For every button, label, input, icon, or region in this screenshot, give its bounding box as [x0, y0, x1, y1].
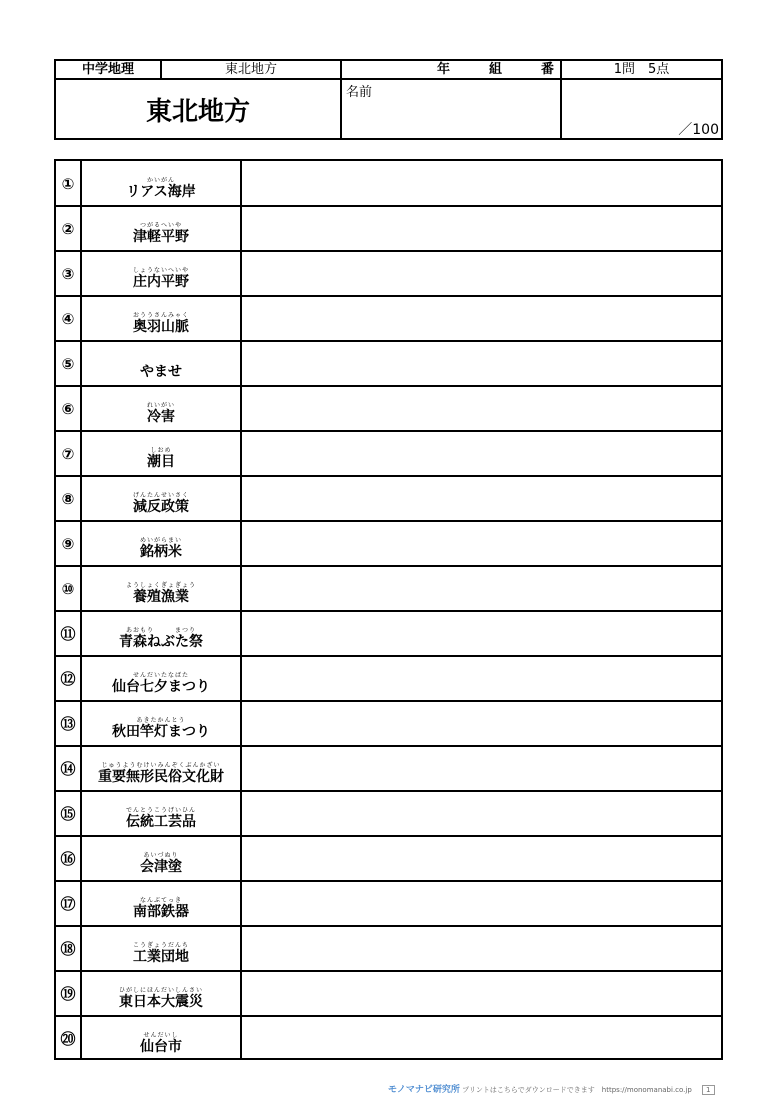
furigana: れいがい	[146, 402, 175, 409]
answer-field[interactable]	[242, 701, 721, 746]
question-number: ⑱	[60, 940, 76, 958]
question-row	[56, 386, 721, 431]
question-row	[56, 836, 721, 881]
term-cell	[82, 611, 240, 656]
question-row	[56, 926, 721, 971]
term-word: 青森ねぶた祭	[119, 634, 203, 650]
term-word: 津軽平野	[133, 229, 189, 245]
term-word: 仙台七夕まつり	[112, 679, 210, 695]
question-number: ⑩	[61, 579, 75, 598]
question-row	[56, 656, 721, 701]
term-word: リアス海岸	[126, 184, 196, 200]
term-cell	[82, 341, 240, 386]
answer-field[interactable]	[242, 1016, 721, 1061]
question-number: ⑥	[61, 399, 75, 418]
term-word: 冷害	[147, 409, 175, 425]
furigana: つがるへいや	[139, 222, 182, 229]
term-word: 東日本大震災	[119, 994, 203, 1010]
furigana: あきたかんとう	[136, 717, 186, 724]
answer-field[interactable]	[242, 296, 721, 341]
answer-field[interactable]	[242, 611, 721, 656]
question-number: ⑦	[61, 444, 75, 463]
question-number: ④	[61, 309, 75, 328]
question-row	[56, 881, 721, 926]
question-number: ⑧	[61, 489, 75, 508]
question-row	[56, 701, 721, 746]
answer-field[interactable]	[242, 161, 721, 206]
question-row	[56, 971, 721, 1016]
question-number: ①	[61, 174, 75, 193]
question-number: ③	[61, 264, 75, 283]
question-number: ⑮	[60, 805, 76, 823]
footer-note: プリントはこちらでダウンロードできます https://monomanabi.co.jp	[462, 1086, 692, 1094]
unit-label: 東北地方	[224, 62, 277, 77]
term-word: 重要無形民俗文化財	[98, 769, 224, 785]
furigana: かいがん	[146, 177, 175, 184]
term-cell	[82, 161, 240, 206]
term-word: 銘柄米	[140, 544, 182, 560]
question-number: ⑭	[60, 760, 76, 778]
furigana: せんだいし	[143, 1032, 179, 1039]
question-row	[56, 431, 721, 476]
question-row	[56, 566, 721, 611]
question-row	[56, 791, 721, 836]
term-cell	[82, 926, 240, 971]
term-cell	[82, 521, 240, 566]
question-number: ⑫	[60, 670, 76, 688]
furigana: あおもり まつり	[125, 627, 196, 634]
worksheet-header	[54, 59, 723, 140]
question-number: ②	[61, 219, 75, 238]
page-title: 東北地方	[145, 96, 250, 127]
furigana: なんぶてっき	[139, 897, 182, 904]
question-number: ⑪	[60, 625, 76, 643]
furigana: でんとうこうげいひん	[125, 807, 196, 814]
answer-field[interactable]	[242, 881, 721, 926]
term-cell	[82, 701, 240, 746]
answer-field[interactable]	[242, 431, 721, 476]
term-cell	[82, 386, 240, 431]
question-row	[56, 611, 721, 656]
term-word: やませ	[140, 364, 182, 380]
question-number: ⑨	[61, 534, 75, 553]
page-number: 1	[702, 1085, 714, 1095]
name-label: 名前	[346, 85, 373, 100]
subject-label: 中学地理	[81, 62, 134, 77]
answer-field[interactable]	[242, 206, 721, 251]
question-row	[56, 476, 721, 521]
term-cell	[82, 251, 240, 296]
question-row	[56, 296, 721, 341]
answer-field[interactable]	[242, 656, 721, 701]
term-word: 庄内平野	[133, 274, 189, 290]
furigana: ひがしにほんだいしんさい	[118, 987, 203, 994]
scoring-rule: 1問 5点	[613, 62, 670, 77]
score-total: ／100	[678, 122, 719, 138]
furigana: しょうないへいや	[132, 267, 189, 274]
term-cell	[82, 431, 240, 476]
question-row	[56, 251, 721, 296]
furigana: こうぎょうだんち	[132, 942, 189, 949]
term-word: 養殖漁業	[133, 589, 189, 605]
term-cell	[82, 971, 240, 1016]
term-cell	[82, 476, 240, 521]
furigana: しおめ	[150, 447, 172, 454]
answer-field[interactable]	[242, 251, 721, 296]
footer	[388, 1082, 715, 1095]
term-word: 工業団地	[133, 949, 189, 965]
question-number: ⑬	[60, 715, 76, 733]
term-cell	[82, 881, 240, 926]
term-word: 伝統工芸品	[126, 814, 196, 830]
term-word: 仙台市	[140, 1039, 182, 1055]
furigana: せんだいたなばた	[132, 672, 189, 679]
answer-field[interactable]	[242, 521, 721, 566]
answer-field[interactable]	[242, 926, 721, 971]
furigana: げんたんせいさく	[132, 492, 189, 499]
furigana: あいづぬり	[143, 852, 179, 859]
answer-field[interactable]	[242, 386, 721, 431]
furigana: じゅうようむけいみんぞくぶんかざい	[101, 762, 221, 769]
term-word: 秋田竿灯まつり	[112, 724, 210, 740]
term-cell	[82, 206, 240, 251]
question-number: ⑰	[60, 895, 76, 913]
term-word: 奥羽山脈	[133, 319, 189, 335]
question-row	[56, 341, 721, 386]
question-number: ⑲	[60, 985, 76, 1003]
brand-logo-text: モノマナビ研究所	[388, 1085, 460, 1095]
question-row	[56, 1016, 721, 1061]
term-word: 会津塗	[140, 859, 182, 875]
term-cell	[82, 296, 240, 341]
answer-field[interactable]	[242, 566, 721, 611]
question-row	[56, 521, 721, 566]
term-cell	[82, 746, 240, 791]
answer-field[interactable]	[242, 341, 721, 386]
term-cell	[82, 566, 240, 611]
term-word: 南部鉄器	[133, 904, 189, 920]
answer-field[interactable]	[242, 791, 721, 836]
term-cell	[82, 791, 240, 836]
term-cell	[82, 656, 240, 701]
answer-field[interactable]	[242, 971, 721, 1016]
question-number: ⑤	[61, 354, 75, 373]
term-cell	[82, 836, 240, 881]
question-row	[56, 206, 721, 251]
answer-field[interactable]	[242, 836, 721, 881]
question-number: ⑯	[60, 850, 76, 868]
question-table	[54, 159, 723, 1060]
question-row	[56, 746, 721, 791]
term-cell	[82, 1016, 240, 1061]
question-number: ⑳	[60, 1030, 76, 1048]
furigana: ようしょくぎょぎょう	[125, 582, 196, 589]
question-row	[56, 161, 721, 206]
class-number-line: 年 組 番	[436, 62, 554, 77]
furigana: めいがらまい	[139, 537, 182, 544]
term-word: 減反政策	[133, 499, 189, 515]
answer-field[interactable]	[242, 746, 721, 791]
term-word: 潮目	[147, 454, 175, 470]
furigana: おううさんみゃく	[132, 312, 189, 319]
answer-field[interactable]	[242, 476, 721, 521]
